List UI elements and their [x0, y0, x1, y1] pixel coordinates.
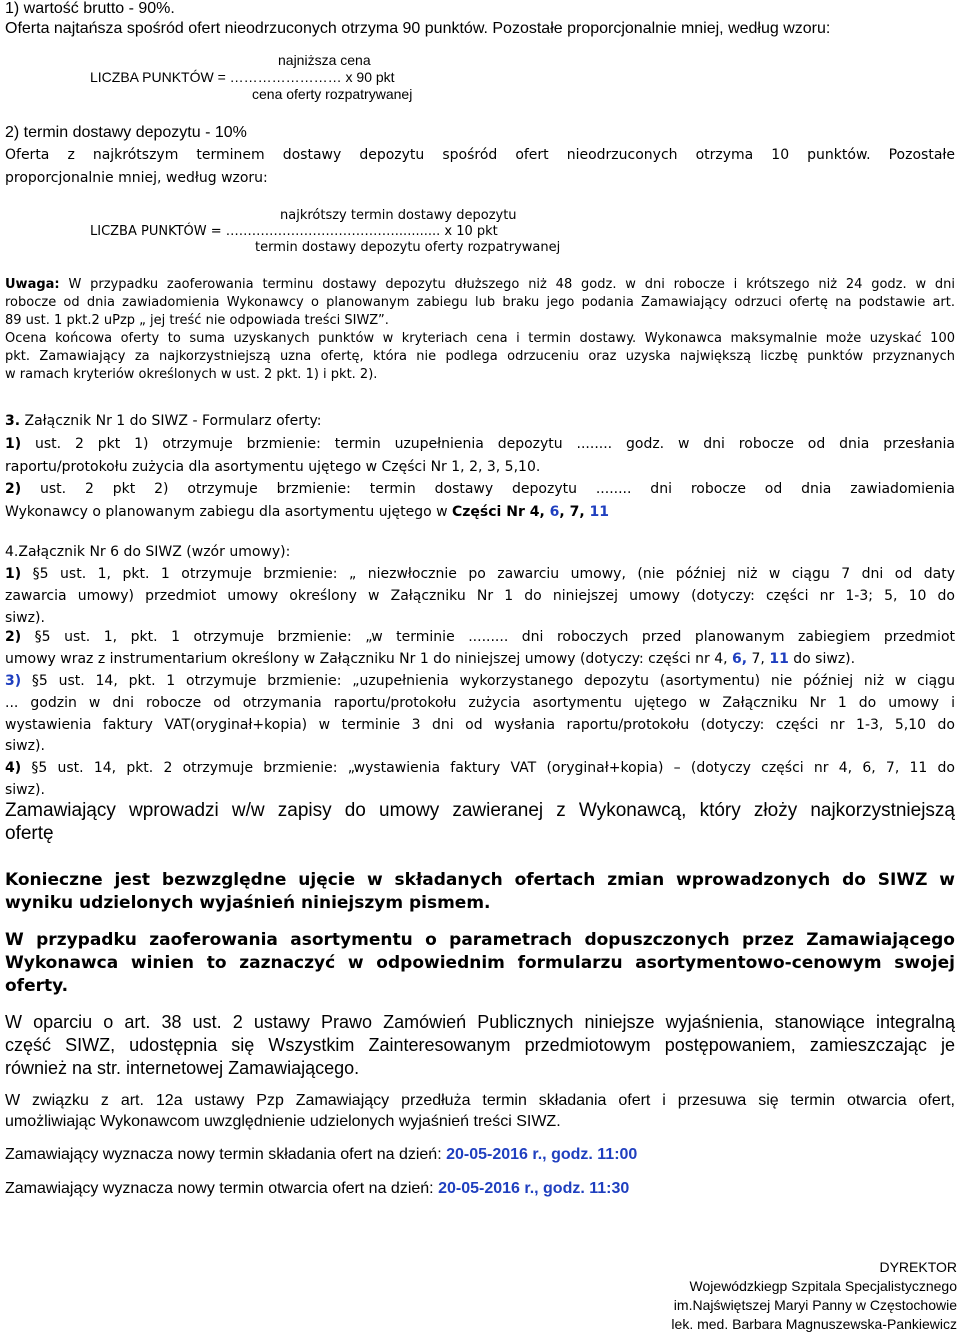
section4-item3-line3: wystawienia faktury VAT(oryginał+kopia) w terminie 3 dni od wysłania raportu/protokołu (dotyczy: części nr 1-3, 5,10 do — [5, 717, 955, 733]
section4-item3-line4: siwz). — [5, 738, 45, 754]
basis-line3: również na str. internetowej Zamawiającego. — [5, 1058, 360, 1078]
note-line-6: w ramach kryteriów określonych w ust. 2 pkt. 1) i pkt. 2). — [5, 367, 378, 382]
formula2-lhs: LICZBA PUNKTÓW = — [90, 224, 226, 239]
extension-line1: W związku z art. 12a ustawy Pzp Zamawiający przedłuża termin składania ofert i przesuwa się termin otwarcia ofert, — [5, 1092, 955, 1109]
extension-line2: umożliwiając Wykonawcom uwzględnienie udzielonych wyjaśnień treści SIWZ. — [5, 1113, 561, 1130]
signature-title: DYREKTOR — [879, 1259, 957, 1275]
section3-item1-line2: raportu/protokołu zużycia dla asortymentu ujętego w Części Nr 1, 2, 3, 5,10. — [5, 459, 541, 475]
formula2-rhs: x 10 pkt — [440, 224, 498, 239]
notice1-line1: Konieczne jest bezwzględne ujęcie w składanych ofertach zmian wprowadzonych do SIWZ w — [5, 870, 955, 890]
criterion-delivery-title: 2) termin dostawy depozytu - 10% — [5, 124, 247, 141]
criterion-price-title: 1) wartość brutto - 90%. — [5, 0, 175, 17]
criterion-delivery-desc-1: Oferta z najkrótszym terminem dostawy depozytu spośród ofert nieodrzuconych otrzyma 10 punktów. Pozostałe — [5, 147, 955, 163]
section4-item4-line1: 4) §5 ust. 14, pkt. 2 otrzymuje brzmienie: „wystawienia faktury VAT (oryginał+kopia) – (dotyczy części nr 4, 6, 7, 11 do — [5, 760, 955, 776]
notice2-line1: W przypadku zaoferowania asortymentu o parametrach dopuszczonych przez Zamawiającego — [5, 930, 955, 950]
formula1-denominator: cena oferty rozpatrywanej — [252, 86, 413, 102]
criterion-price-desc: Oferta najtańsza spośród ofert nieodrzuconych otrzyma 90 punktów. Pozostałe proporcjonalnie mniej, według wzoru: — [5, 20, 831, 37]
section4-item2-line1: 2) §5 ust. 1, pkt. 1 otrzymuje brzmienie: „w terminie ......... dni roboczych przed planowanym zabiegiem przedmiot — [5, 629, 955, 645]
section3-title: 3. Załącznik Nr 1 do SIWZ - Formularz oferty: — [5, 413, 322, 429]
formula2-dots: …………………………………........... — [225, 224, 441, 239]
section4-item4-line2: siwz). — [5, 782, 45, 798]
formula1-numerator: najniższa cena — [278, 52, 371, 68]
section3-item2-line1: 2) ust. 2 pkt 2) otrzymuje brzmienie: termin dostawy depozytu ........ dni robocze od dnia zawiadomienia — [5, 481, 955, 497]
note-line-2: robocze od dnia zawiadomienia Wykonawcy o planowanym zabiegu lub braku jego podania Zamawiający odrzuci ofertę na podstawie art. — [5, 295, 955, 310]
note-label: Uwaga: — [5, 277, 60, 292]
section4-title: 4.Załącznik Nr 6 do SIWZ (wzór umowy): — [5, 544, 291, 560]
formula1-dots: …………………… — [229, 69, 342, 85]
section3-item1-line1: 1) ust. 2 pkt 1) otrzymuje brzmienie: termin uzupełnienia depozytu ........ godz. w dni robocze od dnia przesłania — [5, 436, 955, 452]
basis-line2: część SIWZ, udostępnia się Wszystkim Zainteresowanym przedmiotowym postępowaniem, zamieszczając je — [5, 1035, 955, 1055]
section4-item1-line2: zawarcia umowy) przedmiot umowy określony w Załączniku Nr 1 do niniejszej umowy (dotyczy: części nr 1-3; 5, 10 do — [5, 588, 955, 604]
formula2-row — [90, 224, 498, 239]
formula1-lhs: LICZBA PUNKTÓW = — [90, 69, 230, 85]
signature-institution: Wojewódzkiegp Szpitala Specjalistycznego — [689, 1278, 957, 1294]
signature-name: lek. med. Barbara Magnuszewska-Pankiewicz — [671, 1316, 957, 1332]
formula1-row — [90, 69, 395, 85]
section4-item3-line2: ... godzin w dni robocze od otrzymania raportu/protokołu zużycia asortymentu ujętego w Załączniku Nr 1 do umowy i — [5, 695, 955, 711]
notice1-line2: wyniku udzielonych wyjaśnień niniejszym pismem. — [5, 893, 491, 913]
basis-line1: W oparciu o art. 38 ust. 2 ustawy Prawo Zamówień Publicznych niniejsze wyjaśnienia, stanowiące integralną — [5, 1012, 955, 1032]
notice2-line2: Wykonawca winien to zaznaczyć w odpowiednim formularzu asortymentowo-cenowym swojej — [5, 953, 955, 973]
signature-institution-name: im.Najświętszej Maryi Panny w Częstochowie — [673, 1297, 957, 1313]
formula2-numerator: najkrótszy termin dostawy depozytu — [280, 208, 517, 223]
section3-item2-line2: Wykonawcy o planowanym zabiegu dla asortymentu ujętego w Części Nr 4, 6, 7, 11 — [5, 504, 610, 520]
criterion-delivery-desc-2: proporcjonalnie mniej, według wzoru: — [5, 170, 268, 186]
section4-closing-line2: ofertę — [5, 823, 54, 844]
formula2-denominator: termin dostawy depozytu oferty rozpatrywanej — [255, 240, 561, 255]
section4-item1-line1: 1) §5 ust. 1, pkt. 1 otrzymuje brzmienie: „ niezwłocznie po zawarciu umowy, (nie później niż w ciągu 7 dni od daty — [5, 566, 955, 582]
submission-deadline: Zamawiający wyznacza nowy termin składania ofert na dzień: 20-05-2016 r., godz. 11:00 — [5, 1146, 638, 1163]
notice2-line3: oferty. — [5, 976, 69, 996]
note-line-1: Uwaga: W przypadku zaoferowania terminu dostawy depozytu dłuższego niż 48 godz. w dni robocze i krótszego niż 24 godz. w dni — [5, 277, 955, 292]
opening-deadline: Zamawiający wyznacza nowy termin otwarcia ofert na dzień: 20-05-2016 r., godz. 11:30 — [5, 1180, 630, 1197]
note-line-5: pkt. Zamawiający za najkorzystniejszą uzna ofertę, która nie podlega odrzuceniu oraz uzyska największą liczbę punktów przyznanych — [5, 349, 955, 364]
formula1-rhs: x 90 pkt — [341, 69, 395, 85]
note-line-4: Ocena końcowa oferty to suma uzyskanych punktów w kryteriach cena i termin dostawy. Wykonawca maksymalnie może uzyskać 100 — [5, 331, 955, 346]
section4-item1-line3: siwz). — [5, 610, 45, 626]
note-line-3: 89 ust. 1 pkt.2 uPzp „ jej treść nie odpowiada treści SIWZ”. — [5, 313, 389, 328]
section4-item3-line1: 3) §5 ust. 14, pkt. 1 otrzymuje brzmienie: „uzupełnienia wykorzystanego depozytu (asortymentu) nie później niż w ciągu — [5, 673, 955, 689]
section4-closing-line1: Zamawiający wprowadzi w/w zapisy do umowy zawieranej z Wykonawcą, który złoży najkorzystniejszą — [5, 800, 955, 821]
section4-item2-line2: umowy wraz z instrumentarium określony w Załączniku Nr 1 do niniejszej umowy (dotyczy: części nr 4, 6, 7, 11 do siwz). — [5, 651, 856, 667]
submission-date: 20-05-2016 r., godz. 11:00 — [446, 1146, 638, 1163]
opening-date: 20-05-2016 r., godz. 11:30 — [438, 1180, 630, 1197]
